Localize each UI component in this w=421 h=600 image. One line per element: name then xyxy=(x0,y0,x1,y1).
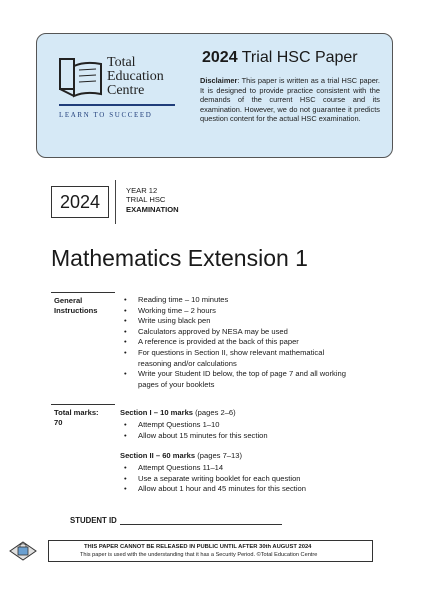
section-1-pages: (pages 2–6) xyxy=(193,408,236,417)
logo xyxy=(59,52,177,142)
list-item-text: Attempt Questions 1–10 xyxy=(138,420,220,429)
list-item xyxy=(120,316,355,327)
book-icon xyxy=(59,58,103,98)
list-item-text: Write your Student ID below, the top of page 7 and all working pages of your booklets xyxy=(138,369,346,389)
list-item-text: Write using black pen xyxy=(138,316,211,326)
list-item-text: For questions in Section II, show relevant mathematical reasoning and/or calculations xyxy=(138,347,325,368)
logo-wordmark xyxy=(107,56,164,98)
general-label-line-1: General xyxy=(54,296,83,305)
list-item xyxy=(120,474,355,485)
list-item xyxy=(120,295,355,306)
logo-line-2: Education xyxy=(107,69,164,84)
section-2-heading xyxy=(120,451,242,460)
list-item-text: Working time – 2 hours xyxy=(138,305,216,315)
paper-title-year: 2024 xyxy=(202,49,238,66)
logo-line-3: Centre xyxy=(107,83,145,98)
list-item xyxy=(120,348,355,369)
exam-year-box: 2024 xyxy=(51,186,109,218)
list-item xyxy=(120,484,355,495)
list-item-text: Allow about 1 hour and 45 minutes for this section xyxy=(138,484,307,494)
list-item xyxy=(120,420,355,431)
list-item xyxy=(120,431,355,442)
header-box xyxy=(36,33,393,158)
exam-type-line-3: EXAMINATION xyxy=(126,204,179,214)
disclaimer-text: : This paper is written as a trial HSC paper. It is designed to provide practice consistent with the demands of the current HSC course and its examination. However, we do not guarantee it predicts question content for the actual HSC examination. xyxy=(200,76,380,124)
section-1-title: Section I – 10 marks xyxy=(120,408,194,417)
list-item-text: Use a separate writing booklet for each question xyxy=(138,473,301,483)
list-item xyxy=(120,463,355,474)
security-seal-icon xyxy=(8,541,38,561)
general-instructions-label xyxy=(54,296,97,315)
paper-title xyxy=(202,49,358,67)
exam-type-line-1: YEAR 12 xyxy=(126,186,158,195)
subject-title: Mathematics Extension 1 xyxy=(51,245,308,271)
marks-rule xyxy=(51,404,115,405)
list-item xyxy=(120,306,355,317)
paper-title-rest: Trial HSC Paper xyxy=(241,49,358,66)
student-id-label: STUDENT ID xyxy=(70,516,117,525)
list-item-text: Reading time – 10 minutes xyxy=(138,295,229,304)
logo-tagline: LEARN TO SUCCEED xyxy=(59,111,153,119)
disclaimer xyxy=(200,76,380,124)
bullet-icon: • xyxy=(124,326,127,336)
section-2-pages: (pages 7–13) xyxy=(195,451,243,460)
general-instructions-list xyxy=(120,295,355,390)
list-item-text: Calculators approved by NESA may be used xyxy=(138,326,288,336)
bullet-icon: • xyxy=(124,295,127,304)
bullet-icon: • xyxy=(124,473,127,483)
bullet-icon: • xyxy=(124,430,127,440)
footer-release-notice: THIS PAPER CANNOT BE RELEASED IN PUBLIC UNTIL AFTER 30th AUGUST 2024 xyxy=(84,544,312,550)
logo-line-1: Total xyxy=(107,55,136,70)
total-marks-label xyxy=(54,408,99,427)
student-id-field[interactable] xyxy=(120,524,282,525)
list-item-text: Attempt Questions 11–14 xyxy=(138,463,224,472)
disclaimer-label: Disclaimer xyxy=(200,76,238,85)
section-1-list xyxy=(120,420,355,441)
bullet-icon: • xyxy=(124,484,127,494)
section-2-list xyxy=(120,463,355,495)
logo-divider xyxy=(59,104,175,106)
exam-year-divider xyxy=(115,180,116,224)
total-marks-text: Total marks: xyxy=(54,408,99,417)
section-1-heading xyxy=(120,408,236,417)
general-rule xyxy=(51,292,115,293)
exam-type-line-2: TRIAL HSC xyxy=(126,195,166,205)
bullet-icon: • xyxy=(124,369,127,379)
bullet-icon: • xyxy=(124,316,127,326)
bullet-icon: • xyxy=(124,463,127,472)
section-2-title: Section II – 60 marks xyxy=(120,451,196,460)
total-marks-value: 70 xyxy=(54,417,63,427)
exam-type xyxy=(126,186,179,214)
general-label-line-2: Instructions xyxy=(54,305,98,315)
bullet-icon: • xyxy=(124,305,127,315)
footer-security-notice: This paper is used with the understanding that it has a Security Period. ©Total Education Centre xyxy=(80,552,318,558)
list-item xyxy=(120,369,355,390)
bullet-icon: • xyxy=(124,337,127,347)
list-item-text: Allow about 15 minutes for this section xyxy=(138,430,268,440)
list-item-text: A reference is provided at the back of this paper xyxy=(138,337,299,347)
list-item xyxy=(120,337,355,348)
list-item xyxy=(120,327,355,338)
bullet-icon: • xyxy=(124,347,127,357)
bullet-icon: • xyxy=(124,420,127,429)
